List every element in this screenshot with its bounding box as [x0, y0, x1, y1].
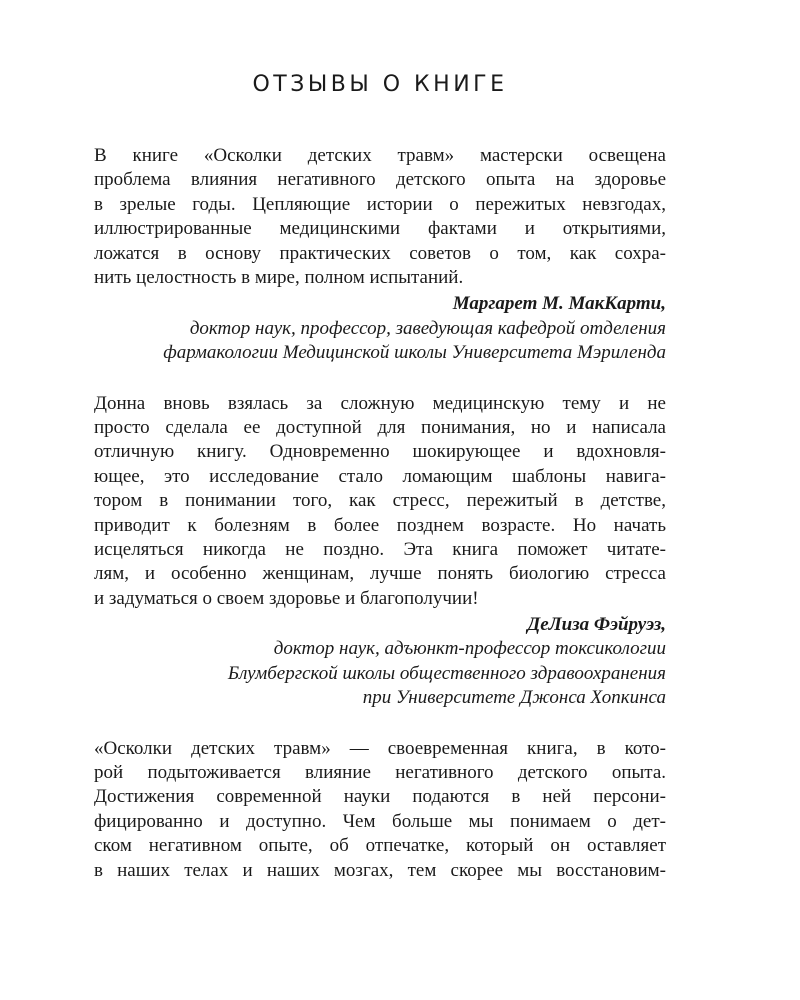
review-text: [94, 144, 666, 290]
text-line: исцеляться никогда не поздно. Эта книга поможет читате-: [94, 538, 666, 560]
review-text: [94, 392, 666, 612]
text-line: фицированно и доступно. Чем больше мы понимаем о дет-: [94, 810, 666, 832]
text-line: «Осколки детских травм» — своевременная книга, в кото-: [94, 737, 666, 759]
text-line: ложатся в основу практических советов о том, как сохра-: [94, 242, 666, 264]
text-line: ющее, это исследование стало ломающим шаблоны навига-: [94, 465, 666, 487]
text-line: Достижения современной науки подаются в ней персони-: [94, 786, 666, 808]
page: [94, 70, 666, 883]
author-credential: доктор наук, адъюнкт-профессор токсикологии: [273, 638, 666, 660]
text-line: В книге «Осколки детских травм» мастерски освещена: [94, 145, 666, 166]
text-line: рой подытоживается влияние негативного детского опыта.: [94, 762, 666, 784]
text-line: Донна вновь взялась за сложную медицинскую тему и не: [94, 392, 666, 414]
text-line: и задуматься о своем здоровье и благополучии!: [94, 587, 479, 609]
text-line: иллюстрированные медицинскими фактами и открытиями,: [94, 218, 666, 240]
text-line: отличную книгу. Одновременно шокирующее и вдохновля-: [94, 441, 666, 463]
review-author: ДеЛиза Фэйруэз,: [527, 614, 666, 636]
page-title: ОТЗЫВЫ О КНИГЕ: [252, 72, 508, 97]
review-fairwuz: [94, 392, 666, 711]
review-mccarthy: [94, 144, 666, 366]
text-line: лям, и особенно женщинам, лучше понять биологию стресса: [94, 563, 666, 585]
author-credential: при Университете Джонса Хопкинса: [362, 687, 666, 709]
review-text: [94, 737, 666, 883]
text-line: в наших телах и наших мозгах, тем скорее мы восстановим-: [94, 859, 666, 881]
text-line: ском негативном опыте, об отпечатке, который он оставляет: [94, 835, 666, 857]
text-line: нить целостность в мире, полном испытаний.: [94, 266, 464, 288]
author-credential: Блумбергской школы общественного здравоохранения: [227, 662, 666, 684]
text-line: просто сделала ее доступной для понимания, но и написала: [94, 416, 666, 438]
text-line: проблема влияния негативного детского опыта на здоровье: [94, 169, 666, 191]
author-credential: доктор наук, профессор, заведующая кафедрой отделения: [189, 317, 666, 339]
text-line: приводит к болезням в более позднем возрасте. Но начать: [94, 514, 666, 536]
review-author: Маргарет М. МакКарти,: [452, 293, 666, 315]
text-line: в зрелые годы. Цепляющие истории о пережитых невзгодах,: [94, 193, 666, 215]
author-credential: фармакологии Медицинской школы Университета Мэриленда: [163, 342, 666, 364]
text-line: тором в понимании того, как стресс, пережитый в детстве,: [94, 490, 666, 512]
review-third: [94, 737, 666, 883]
